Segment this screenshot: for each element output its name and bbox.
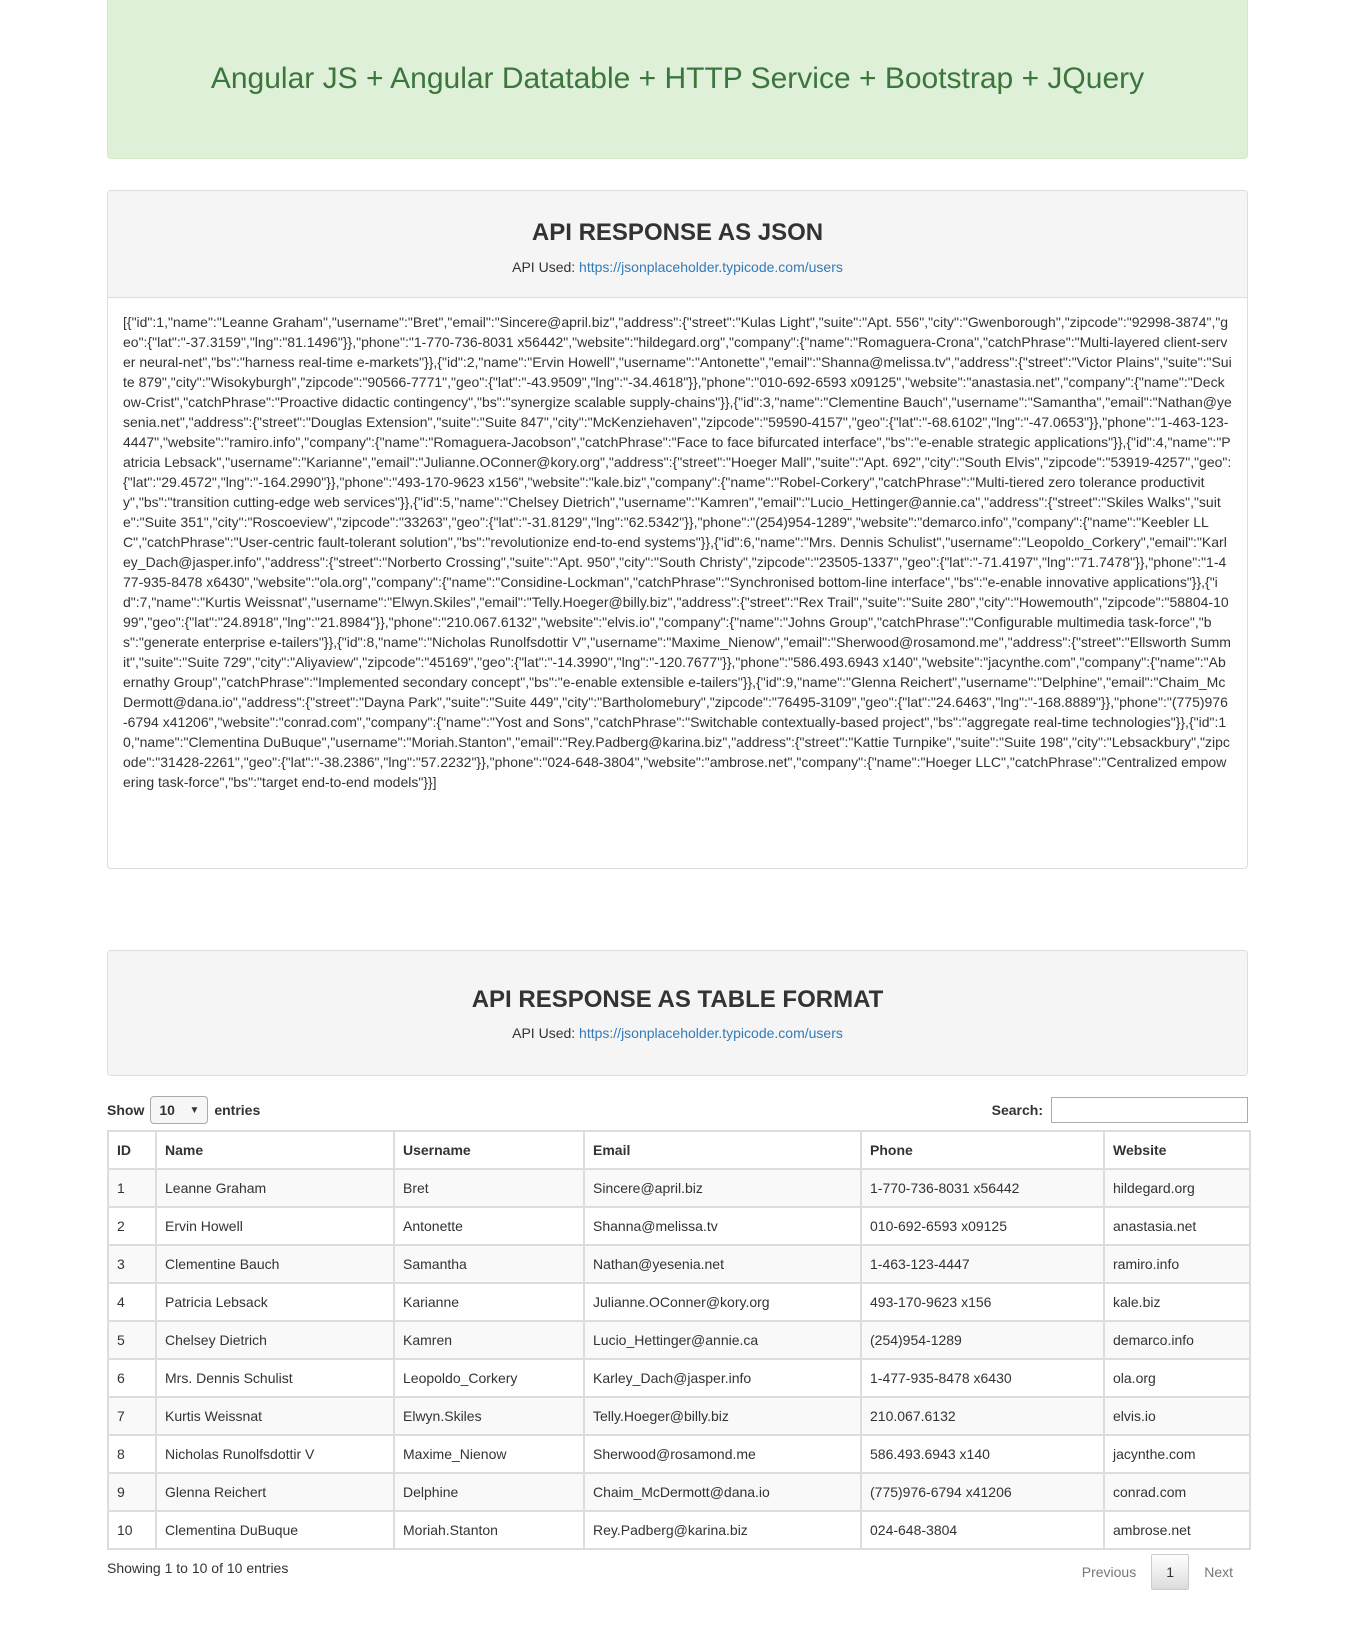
cell-id: 2 — [108, 1207, 156, 1245]
table-info: Showing 1 to 10 of 10 entries — [107, 1560, 289, 1576]
cell-phone: (254)954-1289 — [861, 1321, 1104, 1359]
json-response-body: [{"id":1,"name":"Leanne Graham","username":"Bret","email":"Sincere@april.biz","address":{"street":"Kulas Light","suite":"Apt. 556","city":"Gwenborough","zipcode":"92998-3874","geo":{"lat":"-37.3159","lng":"81.1496"}},"phone":"1-770-736-8031 x56442","website":"hildegard.org","company":{"name":"Romaguera-Crona","catchPhrase":"Multi-layered client-server neural-net","bs":"harness real-time e-markets"}},{"id":2,"name":"Ervin Howell","username":"Antonette","email":"Shanna@melissa.tv","address":{"street":"Victor Plains","suite":"Suite 879","city":"Wisokyburgh","zipcode":"90566-7771","geo":{"lat":"-43.9509","lng":"-34.4618"}},"phone":"010-692-6593 x09125","website":"anastasia.net","company":{"name":"Deckow-Crist","catchPhrase":"Proactive didactic contingency","bs":"synergize scalable supply-chains"}},{"id":3,"name":"Clementine Bauch","username":"Samantha","email":"Nathan@yesenia.net","address":{"street":"Douglas Extension","suite":"Suite 847","city":"McKenziehaven","zipcode":"59590-4157","geo":{"lat":"-68.6102","lng":"-47.0653"}},"phone":"1-463-123-4447","website":"ramiro.info","company":{"name":"Romaguera-Jacobson","catchPhrase":"Face to face bifurcated interface","bs":"e-enable strategic applications"}},{"id":4,"name":"Patricia Lebsack","username":"Karianne","email":"Julianne.OConner@kory.org","address":{"street":"Hoeger Mall","suite":"Apt. 692","city":"South Elvis","zipcode":"53919-4257","geo":{"lat":"29.4572","lng":"-164.2990"}},"phone":"493-170-9623 x156","website":"kale.biz","company":{"name":"Robel-Corkery","catchPhrase":"Multi-tiered zero tolerance productivity","bs":"transition cutting-edge web services"}},{"id":5,"name":"Chelsey Dietrich","username":"Kamren","email":"Lucio_Hettinger@annie.ca","address":{"street":"Skiles Walks","suite":"Suite 351","city":"Roscoeview","zipcode":"33263","geo":{"lat":"-31.8129","lng":"62.5342"}},"phone":"(254)954-1289","website":"demarco.info","company":{"name":"Keebler LLC","catchPhrase":"User-centric fault-tolerant solution","bs":"revolutionize end-to-end systems"}},{"id":6,"name":"Mrs. Dennis Schulist","username":"Leopoldo_Corkery","email":"Karley_Dach@jasper.info","address":{"street":"Norberto Crossing","suite":"Apt. 950","city":"South Christy","zipcode":"23505-1337","geo":{"lat":"-71.4197","lng":"71.7478"}},"phone":"1-477-935-8478 x6430","website":"ola.org","company":{"name":"Considine-Lockman","catchPhrase":"Synchronised bottom-line interface","bs":"e-enable innovative applications"}},{"id":7,"name":"Kurtis Weissnat","username":"Elwyn.Skiles","email":"Telly.Hoeger@billy.biz","address":{"street":"Rex Trail","suite":"Suite 280","city":"Howemouth","zipcode":"58804-1099","geo":{"lat":"24.8918","lng":"21.8984"}},"phone":"210.067.6132","website":"elvis.io","company":{"name":"Johns Group","catchPhrase":"Configurable multimedia task-force","bs":"generate enterprise e-tailers"}},{"id":8,"name":"Nicholas Runolfsdottir V","username":"Maxime_Nienow","email":"Sherwood@rosamond.me","address":{"street":"Ellsworth Summit","suite":"Suite 729","city":"Aliyaview","zipcode":"45169","geo":{"lat":"-14.3990","lng":"-120.7677"}},"phone":"586.493.6943 x140","website":"jacynthe.com","company":{"name":"Abernathy Group","catchPhrase":"Implemented secondary concept","bs":"e-enable extensible e-tailers"}},{"id":9,"name":"Glenna Reichert","username":"Delphine","email":"Chaim_McDermott@dana.io","address":{"street":"Dayna Park","suite":"Suite 449","city":"Bartholomebury","zipcode":"76495-3109","geo":{"lat":"24.6463","lng":"-168.8889"}},"phone":"(775)976-6794 x41206","website":"conrad.com","company":{"name":"Yost and Sons","catchPhrase":"Switchable contextually-based project","bs":"aggregate real-time technologies"}},{"id":10,"name":"Clementina DuBuque","username":"Moriah.Stanton","email":"Rey.Padberg@karina.biz","address":{"street":"Kattie Turnpike","suite":"Suite 198","city":"Lebsackbury","zipcode":"31428-2261","geo":{"lat":"-38.2386","lng":"57.2232"}},"phone":"024-648-3804","website":"ambrose.net","company":{"name":"Hoeger LLC","catchPhrase":"Centralized empowering task-force","bs":"target end-to-end models"}}] — [123, 314, 1232, 790]
cell-email: Shanna@melissa.tv — [584, 1207, 861, 1245]
cell-id: 3 — [108, 1245, 156, 1283]
table-row — [108, 1473, 1250, 1511]
cell-email: Nathan@yesenia.net — [584, 1245, 861, 1283]
cell-phone: (775)976-6794 x41206 — [861, 1473, 1104, 1511]
cell-email: Telly.Hoeger@billy.biz — [584, 1397, 861, 1435]
column-header-username[interactable]: Username — [394, 1131, 584, 1169]
cell-phone: 024-648-3804 — [861, 1511, 1104, 1549]
page-length-select[interactable] — [150, 1096, 208, 1124]
table-row — [108, 1321, 1250, 1359]
page-button-1[interactable]: 1 — [1151, 1554, 1189, 1590]
cell-website: anastasia.net — [1104, 1207, 1250, 1245]
cell-phone: 1-463-123-4447 — [861, 1245, 1104, 1283]
cell-name: Chelsey Dietrich — [156, 1321, 394, 1359]
json-api-label: API Used: — [512, 259, 576, 275]
page-length-control — [107, 1096, 260, 1124]
table-row — [108, 1245, 1250, 1283]
column-header-website[interactable]: Website — [1104, 1131, 1250, 1169]
cell-username: Delphine — [394, 1473, 584, 1511]
cell-website: ambrose.net — [1104, 1511, 1250, 1549]
chevron-down-icon: ▼ — [189, 1104, 200, 1116]
table-response-panel — [107, 950, 1248, 1076]
pagination — [1067, 1554, 1248, 1590]
table-row — [108, 1359, 1250, 1397]
cell-name: Patricia Lebsack — [156, 1283, 394, 1321]
cell-name: Leanne Graham — [156, 1169, 394, 1207]
cell-email: Lucio_Hettinger@annie.ca — [584, 1321, 861, 1359]
column-header-id[interactable]: ID — [108, 1131, 156, 1169]
page-length-value: 10 — [159, 1102, 175, 1118]
cell-id: 10 — [108, 1511, 156, 1549]
cell-name: Mrs. Dennis Schulist — [156, 1359, 394, 1397]
cell-email: Rey.Padberg@karina.biz — [584, 1511, 861, 1549]
cell-website: kale.biz — [1104, 1283, 1250, 1321]
table-api-label: API Used: — [512, 1025, 576, 1041]
datatable-controls — [107, 1096, 1248, 1128]
cell-name: Glenna Reichert — [156, 1473, 394, 1511]
table-row — [108, 1397, 1250, 1435]
cell-username: Kamren — [394, 1321, 584, 1359]
column-header-name[interactable]: Name — [156, 1131, 394, 1169]
cell-email: Sincere@april.biz — [584, 1169, 861, 1207]
cell-username: Maxime_Nienow — [394, 1435, 584, 1473]
cell-name: Nicholas Runolfsdottir V — [156, 1435, 394, 1473]
json-api-line — [108, 259, 1247, 275]
page-title: Angular JS + Angular Datatable + HTTP Service + Bootstrap + JQuery — [210, 62, 1145, 95]
cell-username: Antonette — [394, 1207, 584, 1245]
cell-id: 8 — [108, 1435, 156, 1473]
cell-email: Karley_Dach@jasper.info — [584, 1359, 861, 1397]
cell-phone: 586.493.6943 x140 — [861, 1435, 1104, 1473]
table-api-link[interactable]: https://jsonplaceholder.typicode.com/users — [579, 1025, 843, 1041]
cell-id: 7 — [108, 1397, 156, 1435]
cell-id: 5 — [108, 1321, 156, 1359]
cell-username: Moriah.Stanton — [394, 1511, 584, 1549]
cell-name: Clementine Bauch — [156, 1245, 394, 1283]
cell-email: Chaim_McDermott@dana.io — [584, 1473, 861, 1511]
json-panel-title: API RESPONSE AS JSON — [531, 219, 824, 246]
cell-website: elvis.io — [1104, 1397, 1250, 1435]
cell-phone: 1-477-935-8478 x6430 — [861, 1359, 1104, 1397]
cell-website: hildegard.org — [1104, 1169, 1250, 1207]
cell-website: jacynthe.com — [1104, 1435, 1250, 1473]
cell-name: Ervin Howell — [156, 1207, 394, 1245]
column-header-email[interactable]: Email — [584, 1131, 861, 1169]
users-table — [107, 1130, 1251, 1550]
table-panel-title: API RESPONSE AS TABLE FORMAT — [471, 986, 884, 1013]
header-banner — [107, 0, 1248, 159]
table-panel-heading — [108, 951, 1247, 1075]
cell-username: Karianne — [394, 1283, 584, 1321]
entries-label: entries — [214, 1102, 261, 1118]
cell-email: Sherwood@rosamond.me — [584, 1435, 861, 1473]
table-row — [108, 1435, 1250, 1473]
cell-id: 1 — [108, 1169, 156, 1207]
show-label: Show — [107, 1102, 145, 1118]
table-row — [108, 1207, 1250, 1245]
cell-phone: 210.067.6132 — [861, 1397, 1104, 1435]
cell-name: Kurtis Weissnat — [156, 1397, 394, 1435]
cell-phone: 010-692-6593 x09125 — [861, 1207, 1104, 1245]
search-label: Search: — [991, 1102, 1043, 1118]
cell-website: demarco.info — [1104, 1321, 1250, 1359]
search-input[interactable] — [1051, 1097, 1248, 1123]
cell-website: ramiro.info — [1104, 1245, 1250, 1283]
table-row — [108, 1283, 1250, 1321]
table-header-row — [108, 1131, 1250, 1169]
cell-phone: 493-170-9623 x156 — [861, 1283, 1104, 1321]
cell-website: ola.org — [1104, 1359, 1250, 1397]
json-api-link[interactable]: https://jsonplaceholder.typicode.com/users — [579, 259, 843, 275]
table-row — [108, 1511, 1250, 1549]
json-panel-heading — [108, 191, 1247, 298]
column-header-phone[interactable]: Phone — [861, 1131, 1104, 1169]
cell-phone: 1-770-736-8031 x56442 — [861, 1169, 1104, 1207]
cell-id: 9 — [108, 1473, 156, 1511]
cell-username: Elwyn.Skiles — [394, 1397, 584, 1435]
json-response-panel — [107, 190, 1248, 869]
cell-username: Bret — [394, 1169, 584, 1207]
cell-name: Clementina DuBuque — [156, 1511, 394, 1549]
table-row — [108, 1169, 1250, 1207]
cell-id: 4 — [108, 1283, 156, 1321]
cell-username: Samantha — [394, 1245, 584, 1283]
cell-id: 6 — [108, 1359, 156, 1397]
next-button[interactable]: Next — [1204, 1564, 1233, 1580]
table-api-line — [108, 1025, 1247, 1041]
search-control — [992, 1096, 1248, 1124]
previous-button[interactable]: Previous — [1081, 1564, 1137, 1580]
cell-website: conrad.com — [1104, 1473, 1250, 1511]
cell-email: Julianne.OConner@kory.org — [584, 1283, 861, 1321]
cell-username: Leopoldo_Corkery — [394, 1359, 584, 1397]
